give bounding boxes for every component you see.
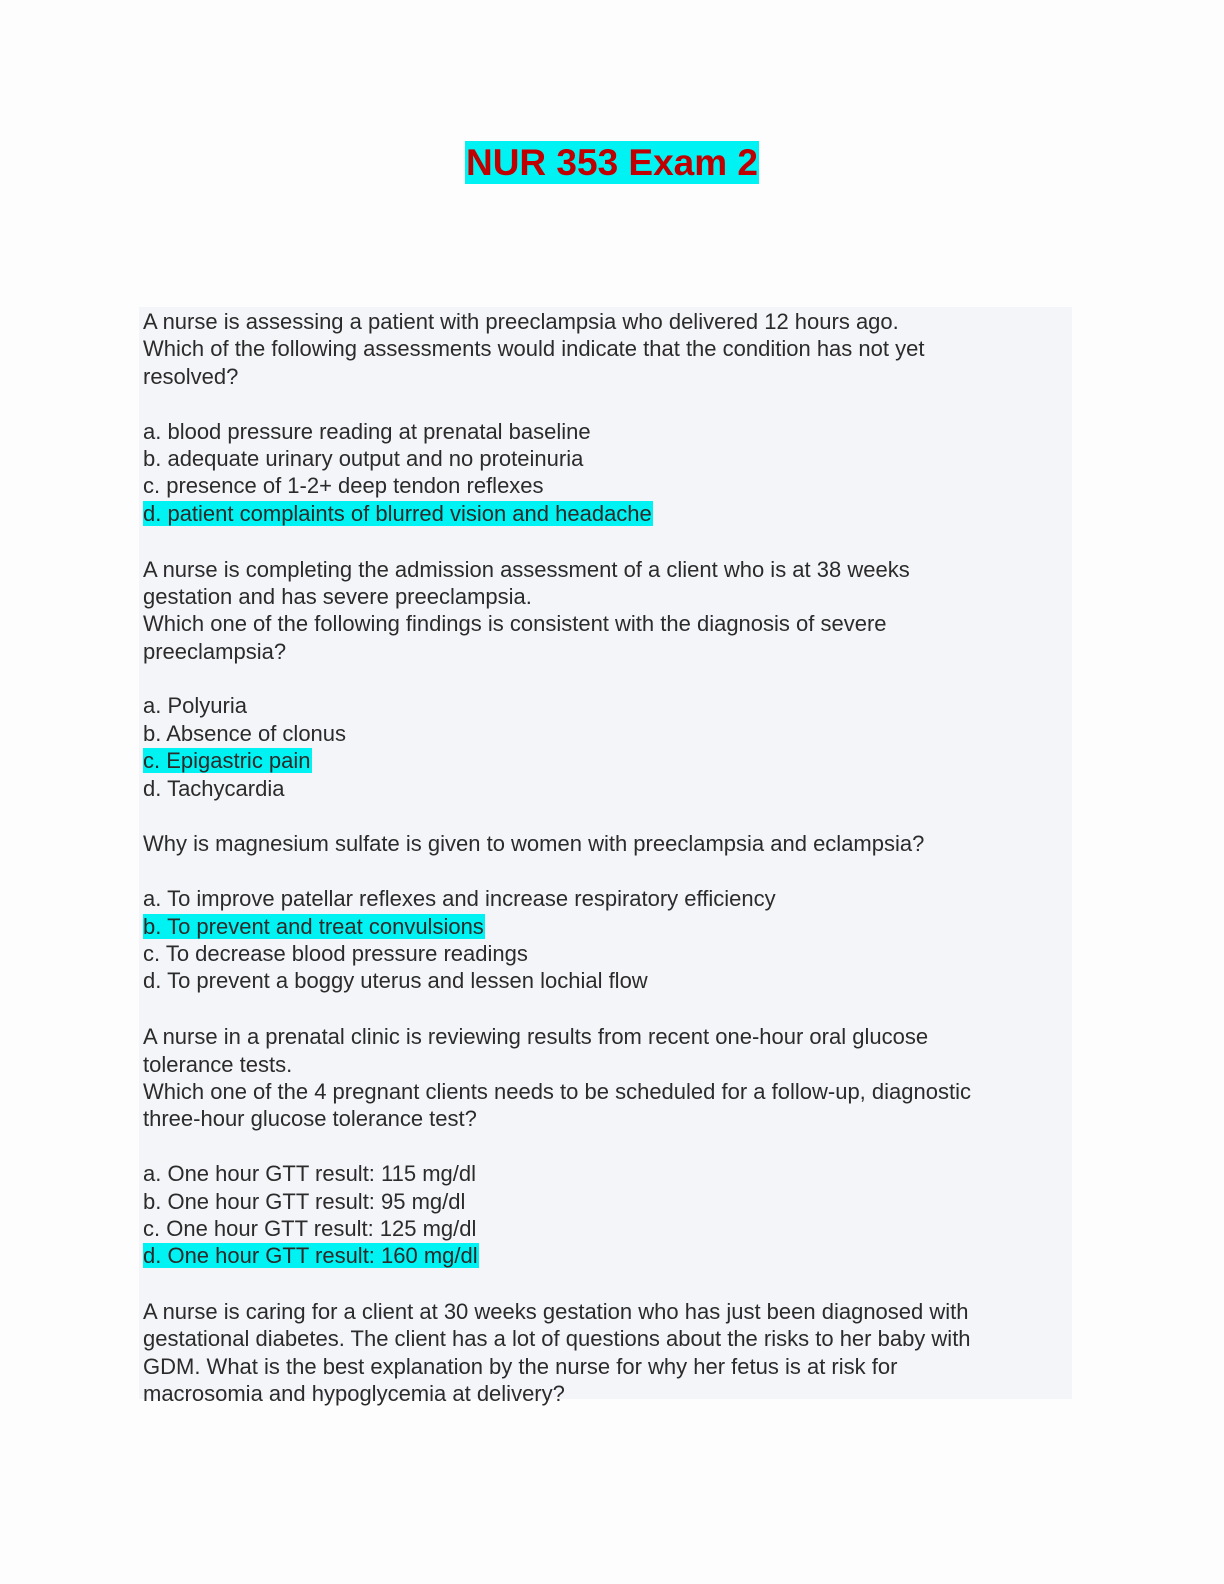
answer-option: a. blood pressure reading at prenatal baseline xyxy=(143,418,591,444)
exam-content xyxy=(139,307,1072,1407)
question-stem-line: Which one of the 4 pregnant clients needs to be scheduled for a follow-up, diagnostic xyxy=(143,1078,971,1104)
question-5 xyxy=(143,1298,1068,1408)
question-stem-line: gestational diabetes. The client has a lot of questions about the risks to her baby with xyxy=(143,1326,971,1352)
answer-highlight: d. One hour GTT result: 160 mg/dl xyxy=(143,1243,478,1269)
answer-option: b. One hour GTT result: 95 mg/dl xyxy=(143,1188,466,1214)
spacer xyxy=(143,665,1068,692)
answer-option: a. To improve patellar reflexes and increase respiratory efficiency xyxy=(143,886,776,912)
spacer xyxy=(143,802,1068,829)
answer-option: d. Tachycardia xyxy=(143,775,285,801)
question-3 xyxy=(143,830,1068,1022)
question-stem-line: Which of the following assessments would indicate that the condition has not yet xyxy=(143,336,925,362)
answer-highlight: b. To prevent and treat convulsions xyxy=(143,913,484,939)
answer-option: d. To prevent a boggy uterus and lessen lochial flow xyxy=(143,968,648,994)
question-stem-line: A nurse is caring for a client at 30 weeks gestation who has just been diagnosed with xyxy=(143,1299,969,1325)
answer-option: c. To decrease blood pressure readings xyxy=(143,940,528,966)
spacer xyxy=(143,1270,1068,1297)
question-4 xyxy=(143,1023,1068,1297)
title-container xyxy=(0,141,1224,184)
answer-option: a. Polyuria xyxy=(143,693,247,719)
question-stem-line: Which one of the following findings is consistent with the diagnosis of severe xyxy=(143,611,887,637)
spacer xyxy=(143,390,1068,417)
question-stem-line: A nurse in a prenatal clinic is reviewing results from recent one-hour oral glucose xyxy=(143,1024,929,1050)
spacer xyxy=(143,527,1068,554)
answer-option: b. adequate urinary output and no proteinuria xyxy=(143,445,584,471)
answer-option: c. One hour GTT result: 125 mg/dl xyxy=(143,1215,477,1241)
answer-highlight: c. Epigastric pain xyxy=(143,748,311,774)
question-stem-line: preeclampsia? xyxy=(143,638,287,664)
answer-option: c. presence of 1-2+ deep tendon reflexes xyxy=(143,473,544,499)
spacer xyxy=(143,858,1068,885)
question-stem-line: resolved? xyxy=(143,363,239,389)
question-stem-line: three-hour glucose tolerance test? xyxy=(143,1106,477,1132)
answer-option-highlighted xyxy=(143,747,1068,774)
question-stem-line: gestation and has severe preeclampsia. xyxy=(143,583,532,609)
question-stem-line: macrosomia and hypoglycemia at delivery? xyxy=(143,1381,565,1407)
question-stem-line: Why is magnesium sulfate is given to women with preeclampsia and eclampsia? xyxy=(143,831,925,857)
answer-option-highlighted xyxy=(143,500,1068,527)
question-1 xyxy=(143,308,1068,555)
question-stem-line: A nurse is completing the admission assessment of a client who is at 38 weeks xyxy=(143,556,910,582)
spacer xyxy=(143,995,1068,1022)
document-title: NUR 353 Exam 2 xyxy=(465,142,759,183)
answer-option: a. One hour GTT result: 115 mg/dl xyxy=(143,1161,477,1187)
question-2 xyxy=(143,556,1068,830)
answer-option-highlighted xyxy=(143,1242,1068,1269)
answer-option: b. Absence of clonus xyxy=(143,720,347,746)
answer-highlight: d. patient complaints of blurred vision and headache xyxy=(143,500,652,526)
answer-option-highlighted xyxy=(143,913,1068,940)
spacer xyxy=(143,1133,1068,1160)
question-stem-line: GDM. What is the best explanation by the nurse for why her fetus is at risk for xyxy=(143,1353,898,1379)
question-stem-line: A nurse is assessing a patient with preeclampsia who delivered 12 hours ago. xyxy=(143,309,899,334)
question-stem-line: tolerance tests. xyxy=(143,1051,293,1077)
